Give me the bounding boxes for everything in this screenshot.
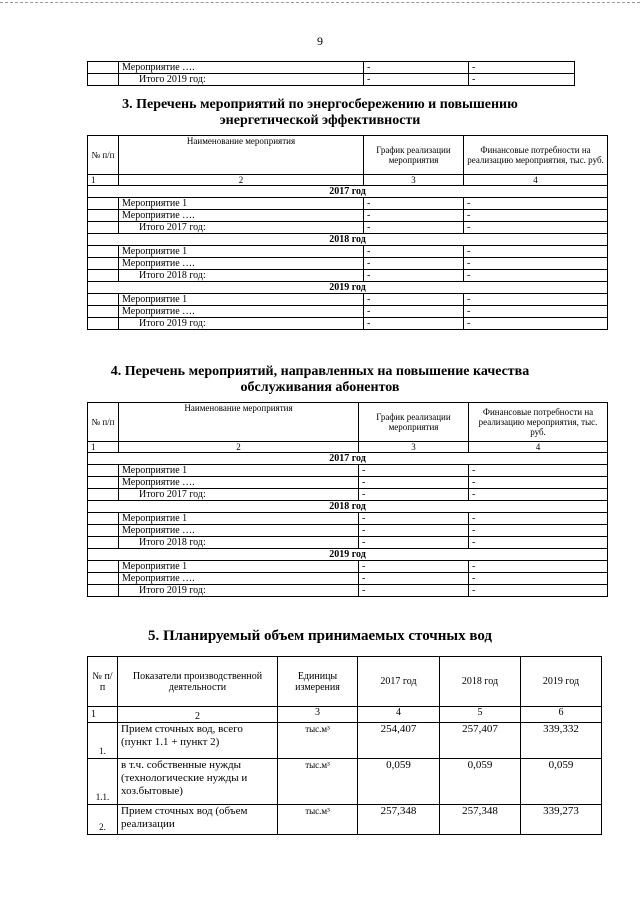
- section5-title: 5. Планируемый объем принимаемых сточных вод: [147, 628, 493, 644]
- table-row: Мероприятие 1 - -: [88, 465, 608, 477]
- index-row: 1 2 3 4: [88, 442, 608, 453]
- table-row: Мероприятие …. - -: [88, 258, 608, 270]
- table-header: № п/п Наименование мероприятия График реализации мероприятия Финансовые потребности на реализацию мероприятия, тыс. руб.: [88, 403, 608, 442]
- table-header: № п/п Наименование мероприятия График реализации мероприятия Финансовые потребности на реализацию мероприятия, тыс. руб.: [88, 136, 608, 175]
- table-row: Мероприятие …. - -: [88, 573, 608, 585]
- table-row: Мероприятие 1 - -: [88, 561, 608, 573]
- table-row: Мероприятие …. - -: [88, 477, 608, 489]
- table-header: № п/п Показатели производственной деятельности Единицы измерения 2017 год 2018 год 2019 год: [88, 657, 602, 707]
- section3-title: 3. Перечень мероприятий по энергосбережению и повышению энергетической эффективности: [122, 97, 518, 128]
- year-row: 2017 год: [88, 186, 608, 198]
- table-row: 1.1. в т.ч. собственные нужды (технологические нужды и хоз.бытовые) тыс.м³ 0,059 0,059 0,059: [88, 759, 602, 805]
- table-row: Итого 2019 год: - -: [88, 318, 608, 330]
- section5-table: [87, 656, 602, 835]
- table-row: Мероприятие 1 - -: [88, 246, 608, 258]
- continuation-table: [87, 61, 575, 86]
- table-row: Мероприятие 1 - -: [88, 198, 608, 210]
- year-row: 2019 год: [88, 549, 608, 561]
- section3-table: [87, 135, 608, 330]
- table-row: Итого 2018 год: - -: [88, 270, 608, 282]
- index-row: 1 2 3 4: [88, 175, 608, 186]
- table-row: Мероприятие …. - -: [88, 306, 608, 318]
- table-row: Мероприятие …. - -: [88, 210, 608, 222]
- table-row: Мероприятие 1 - -: [88, 513, 608, 525]
- table-row: 2. Прием сточных вод (объем реализации тыс.м³ 257,348 257,348 339,273: [88, 805, 602, 835]
- table-row: Мероприятие 1 - -: [88, 294, 608, 306]
- table-row: Итого 2019 год: - -: [88, 74, 575, 86]
- top-divider: [0, 2, 640, 3]
- year-row: 2018 год: [88, 501, 608, 513]
- table-row: 1. Прием сточных вод, всего (пункт 1.1 + пункт 2) тыс.м³ 254,407 257,407 339,332: [88, 723, 602, 759]
- table-row: Итого 2018 год: - -: [88, 537, 608, 549]
- year-row: 2017 год: [88, 453, 608, 465]
- page-number: 9: [317, 34, 323, 48]
- section4-table: [87, 402, 608, 597]
- table-row: Мероприятие …. - -: [88, 525, 608, 537]
- table-row: Итого 2017 год: - -: [88, 489, 608, 501]
- year-row: 2018 год: [88, 234, 608, 246]
- section4-title: 4. Перечень мероприятий, направленных на повышение качества обслуживания абонентов: [110, 364, 530, 395]
- table-row: Итого 2019 год: - -: [88, 585, 608, 597]
- table-row: Итого 2017 год: - -: [88, 222, 608, 234]
- table-row: Мероприятие …. - -: [88, 62, 575, 74]
- index-row: 1 2 3 4 5 6: [88, 707, 602, 723]
- year-row: 2019 год: [88, 282, 608, 294]
